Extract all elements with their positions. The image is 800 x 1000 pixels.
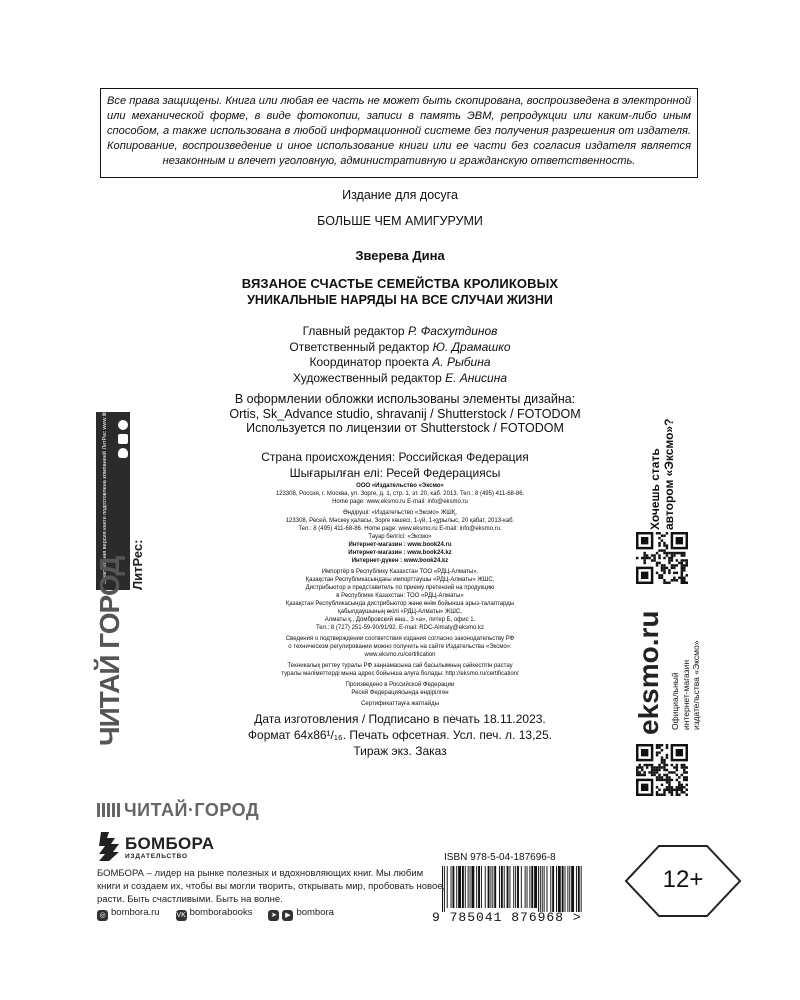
qr-code-shop[interactable] [636,744,688,796]
apple-icon [118,448,128,458]
country-of-origin [180,449,610,481]
bombora-logo-text: БОМБОРА [125,834,215,853]
production-line: Формат 64x86¹/₁₆. Печать офсетная. Усл. печ. л. 13,25. [247,728,553,742]
edition-type: Издание для досуга [342,188,458,202]
publisher-line: Алматы қ., Домбровский көш., 3 «а», литер Б, офис 1. [324,617,476,623]
bombora-description: БОМБОРА – лидер на рынке полезных и вдохновляющих книг. Мы любим книги и создаем их, чтобы вы могли творить, открывать мир, пробовать новое, расти. Быть счастливыми. Быть на волне. [97,868,446,905]
bombora-social-link[interactable] [268,907,334,921]
bombora-vk-text: bomborabooks [189,907,253,918]
series-name: БОЛЬШЕ ЧЕМ АМИГУРУМИ [317,214,483,228]
author-promo: Хочешь стать автором «Эксмо»? [648,418,676,530]
credit-role: Ответственный редактор [289,339,430,354]
barcode [440,866,586,912]
isbn: ISBN 978-5-04-187696-8 [444,852,556,863]
author-name: Зверева Дина [355,248,445,263]
publisher-line: Произведено в Российской Федерации [345,682,455,688]
publisher-line: Ресей Федерациясында өндірілген [351,690,449,696]
publisher-line: Интернет-магазин : www.book24.ru [348,542,452,548]
publisher-line: Интернет-дүкен : www.book24.kz [351,558,449,564]
publisher-line: Интернет-магазин : www.book24.kz [348,550,452,556]
publisher-info [230,482,570,708]
bombora-vk-link[interactable] [176,907,253,921]
publisher-line: о техническом регулировании можно получить на сайте Издательства «Эксмо»: [288,644,512,650]
bombora-logo [97,830,257,862]
country-line: Страна происхождения: Российская Федерация [261,450,529,464]
publisher-line: Қазақстан Республикасында дистрибьютор және өнім бойынша арыз-талаптарды [285,601,515,607]
litres-note: Электронная версия книги подготовлена компанией ЛитРес www.litres.ru [102,398,108,584]
chitai-gorod-text: ЧИТАЙ·ГОРОД [124,800,260,820]
bombora-logo-sub: ИЗДАТЕЛЬСТВО [125,853,188,860]
chitai-gorod-mark-icon [97,803,121,817]
production-line: Тираж экз. Заказ [353,744,447,758]
publisher-line: Home page: www.eksmo.ru E-mail: info@eksmo.ru [332,499,468,505]
cover-design-line: Ortis, Sk_Advance studio, shravanij / Shutterstock / FOTODOM [229,406,581,421]
credits [200,324,600,386]
production-line: Дата изготовления / Подписано в печать 18.11.2023. [254,712,546,726]
cover-design-line: В оформлении обложки использованы элементы дизайна: [234,392,576,406]
publisher-line: Тауар белгісі: «Эксмо» [368,534,432,540]
publisher-line: Тел.: 8 (727) 251-59-90/91/92. E-mail: RDC-Almaty@eksmo.kz [315,625,485,631]
publisher-line: Импортёр в Республику Казахстан ТОО «РДЦ-Алматы». [321,569,479,575]
credit-name: Е. Анисина [445,370,507,385]
publisher-line: ООО «Издательство «Эксмо» [356,483,444,489]
publisher-line: в Республике Казахстан: ТОО «РДЦ-Алматы» [336,593,464,599]
cover-design-credits [170,392,640,436]
bombora-mark-icon [97,830,121,862]
chitai-gorod-logo [97,800,259,821]
publisher-line: 123308, Ресей, Мәскеу қаласы, Зорге көшесі, 1-үй, 1-құрылыс, 20 қабат, 2013-каб. [285,518,515,524]
rights-notice: Все права защищены. Книга или любая ее часть не может быть скопирована, воспроизведена в электронной или механической форме, в виде фотокопии, записи в память ЭВМ, репродукции или каким-либо иным способом, а также использована в любой информационной системе без получения разрешения от издателя. Копирование, воспроизведение и иное использование книги или ее части без согласия издателя является незаконным и влечет уголовную, административную и гражданскую ответственность. [100,88,698,178]
publisher-line: Өндіруші: «Издательство «Эксмо» ЖШҚ, [343,510,457,516]
shop-note: Официальный интернет-магазин издательства «Эксмо» [670,640,701,730]
credit-name: Ю. Драмашко [432,339,511,354]
production-details [200,711,600,759]
credit-name: Р. Фасхутдинов [407,324,498,338]
bombora-links [97,907,334,921]
eksmo-site: eksmo.ru [633,610,664,735]
publisher-line: туралы мәліметтерді мына адрес бойынша алуға болады: http://eksmo.ru/certification/ [281,671,519,677]
chitai-gorod-vertical-logo: ЧИТАЙ ГОРОД [94,556,125,746]
credit-row [200,340,600,356]
credit-row [200,371,600,387]
country-line: Шығарылған елі: Ресей Федерациясы [289,466,501,480]
credit-row [200,324,600,340]
credit-role: Главный редактор [302,324,405,338]
cover-design-line: Используется по лицензии от Shutterstock / FOTODOM [246,421,564,435]
telegram-icon: ➤ [268,910,279,921]
credit-name: А. Рыбина [432,355,491,369]
publisher-line: қабылдаушының өкілі «РДЦ-Алматы» ЖШС, [338,609,462,615]
book-subtitle: УНИКАЛЬНЫЕ НАРЯДЫ НА ВСЕ СЛУЧАИ ЖИЗНИ [247,293,553,307]
bombora-social-text: bombora [296,907,334,918]
qr-code-author[interactable] [636,532,688,584]
litres-logo: ЛитРес: [130,539,145,590]
publisher-line: Сведения о подтверждении соответствия издания согласно законодательству РФ [285,636,515,642]
publisher-line: Дистрибьютор и представитель по приему претензий на продукцию [305,585,495,591]
globe-icon [118,420,128,430]
publisher-line: Қазақстан Республикасындағы импорттаушы «РДЦ-Алматы» ЖШС. [305,577,495,583]
vk-icon: VK [176,912,186,919]
credit-role: Художественный редактор [292,370,442,385]
publisher-line: Тел.: 8 (495) 411-68-86. Home page: www.eksmo.ru E-mail: info@eksmo.ru. [298,526,502,532]
publisher-line: Техникалық реттеу туралы РФ заңнамасына сай басылымның сәйкестігін растау [287,663,513,669]
credit-role: Координатор проекта [309,355,429,369]
publisher-line: Сертификаттауға жатпайды [361,701,439,707]
age-rating: 12+ [662,866,704,893]
youtube-icon: ▶ [282,910,293,921]
barcode-digits: 9 785041 876968 > [432,910,582,925]
publisher-line: 123308, Россия, г. Москва, ул. Зорге, д. 1, стр. 1, эт. 20, каб. 2013. Тел.: 8 (495) 411-68-86. [275,491,525,497]
publisher-line: www.eksmo.ru/certification [364,652,436,658]
bombora-site-link[interactable] [97,907,160,921]
credit-row [200,355,600,371]
book-title: ВЯЗАНОЕ СЧАСТЬЕ СЕМЕЙСТВА КРОЛИКОВЫХ [241,276,559,291]
bombora-site-text: bombora.ru [111,907,160,918]
android-icon [118,434,128,444]
link-icon: ◎ [97,910,108,921]
